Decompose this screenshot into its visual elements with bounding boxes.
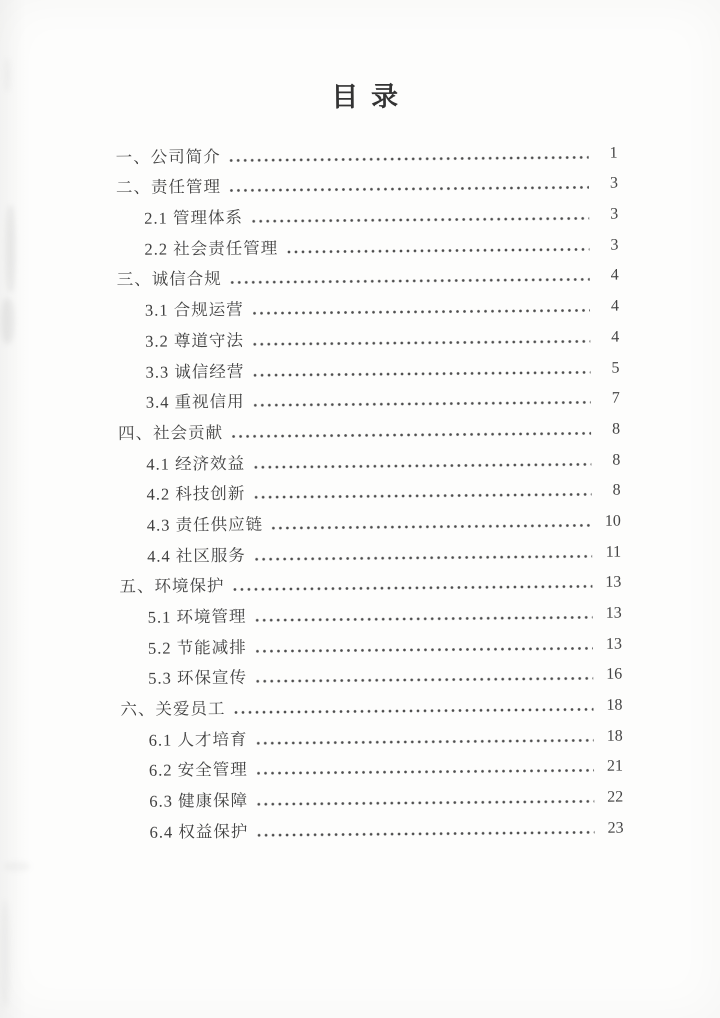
toc-entry-label: 3.1 合规运营 — [144, 300, 244, 320]
scan-artifact — [1, 298, 14, 344]
dot-leader — [252, 461, 591, 469]
toc-entry-page: 13 — [605, 635, 622, 653]
toc-entry-label: 四、社会贡献 — [117, 422, 224, 443]
dot-leader — [228, 185, 589, 193]
toc-entry-label: 6.4 权益保护 — [149, 821, 249, 842]
scan-artifact — [6, 205, 15, 293]
toc-entry-label: 4.2 科技创新 — [146, 484, 246, 504]
dot-leader — [230, 431, 591, 439]
scan-artifact — [0, 900, 10, 1008]
toc-entry-page: 18 — [606, 696, 623, 714]
toc-entry-page: 4 — [610, 267, 619, 285]
toc-entry — [119, 562, 621, 597]
toc-entry-page: 11 — [605, 543, 622, 561]
toc-entry-label: 一、公司简介 — [115, 146, 221, 167]
toc-entry — [120, 654, 622, 689]
dot-leader — [270, 523, 592, 531]
toc-entry-label: 五、环境保护 — [119, 576, 225, 597]
toc-entry-page: 7 — [611, 389, 620, 407]
toc-entry — [121, 716, 623, 751]
dot-leader — [250, 216, 589, 224]
scan-artifact — [5, 58, 10, 92]
toc-entry-page: 16 — [606, 665, 623, 684]
toc-entry-page: 18 — [606, 727, 623, 745]
toc-entry — [117, 317, 619, 352]
toc-entry-page: 8 — [612, 451, 621, 469]
toc-entry-label: 6.2 安全管理 — [148, 760, 248, 781]
toc-entry-page: 23 — [607, 819, 624, 837]
toc-entry — [118, 439, 620, 474]
toc-content — [115, 78, 624, 843]
toc-entry — [119, 593, 621, 628]
toc-entry-label: 六、关爱员工 — [120, 699, 226, 720]
toc-entry — [116, 225, 618, 260]
toc-entry-label: 3.4 重视信用 — [145, 392, 245, 412]
toc-entry — [119, 532, 621, 567]
scan-edge-shading — [0, 0, 26, 1018]
toc-entry-label: 4.4 社区服务 — [147, 545, 246, 566]
dot-leader — [232, 707, 593, 715]
scan-artifact — [4, 862, 30, 871]
dot-leader — [254, 646, 593, 654]
page-title: 目 录 — [331, 81, 402, 113]
dot-leader — [255, 738, 594, 746]
toc-entry — [116, 194, 618, 229]
toc-entry-page: 5 — [611, 359, 620, 377]
toc-entry — [120, 685, 622, 720]
dot-leader — [253, 615, 592, 623]
toc-entry-label: 5.3 环保宣传 — [148, 668, 248, 689]
dot-leader — [285, 247, 589, 255]
dot-leader — [251, 369, 590, 377]
toc-entry — [121, 746, 623, 781]
toc-entry-label: 三、诚信合规 — [116, 269, 222, 290]
toc-list — [115, 133, 623, 843]
toc-entry-page: 3 — [609, 174, 618, 193]
toc-entry-label: 6.3 健康保障 — [149, 790, 249, 811]
dot-leader — [251, 339, 590, 347]
toc-entry-page: 13 — [605, 573, 622, 592]
toc-entry — [121, 777, 623, 812]
toc-entry-page: 10 — [604, 512, 621, 530]
toc-entry-page: 22 — [607, 788, 624, 806]
toc-entry — [117, 347, 619, 382]
dot-leader — [252, 492, 591, 500]
toc-entry — [118, 409, 620, 444]
toc-entry-page: 13 — [605, 604, 622, 622]
toc-entry — [117, 286, 619, 321]
toc-entry-page: 8 — [611, 420, 621, 438]
toc-entry — [117, 255, 619, 290]
toc-entry — [115, 133, 617, 168]
toc-entry-label: 3.3 诚信经营 — [145, 361, 245, 382]
toc-entry-page: 3 — [610, 236, 619, 254]
toc-entry-label: 二、责任管理 — [115, 177, 222, 198]
toc-entry — [120, 624, 622, 659]
dot-leader — [254, 676, 593, 684]
dot-leader — [255, 799, 594, 807]
toc-entry-label: 5.2 节能减排 — [147, 637, 247, 658]
dot-leader — [252, 400, 591, 408]
toc-entry-label: 2.2 社会责任管理 — [144, 238, 279, 259]
toc-entry — [121, 808, 623, 843]
toc-entry-label: 4.1 经济效益 — [146, 453, 246, 474]
toc-entry — [118, 378, 620, 413]
dot-leader — [255, 768, 594, 776]
toc-entry-page: 1 — [609, 144, 618, 162]
toc-entry-page: 4 — [611, 328, 620, 346]
toc-entry-label: 2.1 管理体系 — [144, 207, 244, 228]
toc-entry-page: 4 — [610, 297, 620, 315]
toc-entry-label: 6.1 人才培育 — [148, 729, 248, 750]
toc-entry-label: 4.3 责任供应链 — [146, 514, 264, 535]
dot-leader — [229, 277, 590, 285]
toc-entry-label: 5.1 环境管理 — [147, 606, 247, 627]
toc-entry — [118, 470, 620, 505]
toc-entry — [116, 163, 618, 198]
dot-leader — [251, 308, 590, 316]
dot-leader — [255, 830, 594, 838]
dot-leader — [231, 584, 592, 592]
toc-entry-label: 3.2 尊道守法 — [145, 330, 245, 351]
dot-leader — [228, 155, 589, 163]
toc-entry — [119, 501, 621, 536]
dot-leader — [253, 553, 592, 561]
toc-entry-page: 3 — [610, 205, 619, 223]
toc-entry-page: 21 — [606, 758, 624, 776]
toc-entry-page: 8 — [612, 481, 621, 499]
